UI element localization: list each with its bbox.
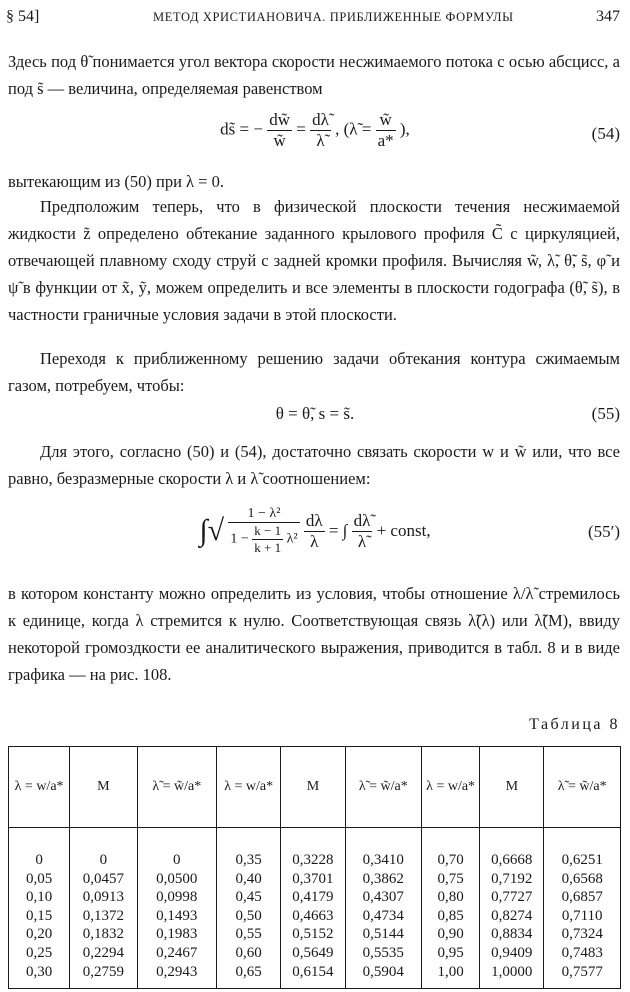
column-header: M bbox=[70, 747, 137, 828]
equation-number: (55) bbox=[591, 404, 620, 423]
equation-number: (54) bbox=[591, 124, 620, 143]
running-title: МЕТОД ХРИСТИАНОВИЧА. ПРИБЛИЖЕННЫЕ ФОРМУЛЫ bbox=[153, 10, 514, 24]
eq55p-frac-dl: $\frac{d\lambda}{\lambda}$ bbox=[305, 510, 323, 551]
eq55-body: θ = θ̃, s = s̃. bbox=[275, 404, 355, 423]
equation-number: (55′) bbox=[587, 522, 620, 541]
table-caption: Таблица 8 bbox=[529, 716, 620, 733]
equation-55 bbox=[0, 404, 630, 432]
table-8 bbox=[8, 746, 621, 989]
eq54-paren-open: , (λ̃ = bbox=[335, 119, 372, 139]
eq55p-radicand: 1 − λ² 1 − $\frac{k - 1}{k + 1}$ λ² bbox=[230, 506, 298, 555]
integral-sign: ∫√ bbox=[199, 514, 225, 547]
table-row: 0,10 0,0913 0,0998 0,45 0,4179 0,4307 0,80 0,7727 0,6857 bbox=[9, 887, 621, 906]
column-header: λ̃ = w̃/a* bbox=[137, 747, 217, 828]
section-number: § 54] bbox=[6, 8, 40, 25]
paragraph-1: Здесь под θ̃ понимается угол вектора скорости несжимаемого потока с осью абсцисс, а под s̃ — величина, определяемая равенством bbox=[8, 52, 620, 98]
page-number: 347 bbox=[596, 8, 620, 25]
equation-55-prime bbox=[0, 500, 630, 572]
column-header: M bbox=[281, 747, 345, 828]
equation-54 bbox=[0, 106, 630, 162]
column-header: λ = w/a* bbox=[9, 747, 70, 828]
paragraph-2: вытекающим из (50) при λ = 0. bbox=[8, 172, 224, 191]
column-header: λ̃ = w̃/a* bbox=[544, 747, 621, 828]
paragraph-3: Предположим теперь, что в физической плоскости течения несжимаемой жидкости z̃ определено обтекание заданного крылового профиля C̃ с циркуляцией, отвечающей плавному сходу струй с задней кромки профиля. Вычисляя w̃, λ̃, θ̃, s̃, φ̃ и ψ̃ в функции от x̃, ỹ, можем определить и все элементы в плоскости годографа (θ̃, s̃), в частности граничные условия задачи в этой плоскости. bbox=[8, 197, 620, 324]
column-header: λ̃ = w̃/a* bbox=[345, 747, 422, 828]
column-header: λ = w/a* bbox=[217, 747, 281, 828]
table-row: 0,20 0,1832 0,1983 0,55 0,5152 0,5144 0,90 0,8834 0,7324 bbox=[9, 924, 621, 943]
eq54-frac-w: $\frac{w̃}{a*}$ bbox=[377, 110, 394, 150]
eq54-left: ds̃ = − bbox=[220, 119, 263, 139]
eq54-paren-close: ), bbox=[399, 119, 410, 139]
eq55p-frac-dlt: $\frac{d\lambdã}{\lambdã}$ bbox=[353, 510, 371, 551]
table-row: 0,30 0,2759 0,2943 0,65 0,6154 0,5904 1,00 1,0000 0,7577 bbox=[9, 962, 621, 989]
paragraph-5: Для этого, согласно (50) и (54), достаточно связать скорости w и w̃ или, что все равно, безразмерные скорости λ и λ̃ соотношением: bbox=[8, 442, 620, 488]
table-row: 0,05 0,0457 0,0500 0,40 0,3701 0,3862 0,75 0,7192 0,6568 bbox=[9, 869, 621, 888]
paragraph-6: в котором константу можно определить из условия, чтобы отношение λ/λ̃ стремилось к единице, когда λ стремится к нулю. Соответствующая связь λ̃(λ) или λ̃(M), ввиду некоторой громоздкости ее аналитического выражения, приводится в табл. 8 и в виде графика — на рис. 108. bbox=[8, 584, 620, 684]
eq54-frac-dw: $\frac{dw̃}{w̃}$ bbox=[269, 110, 290, 150]
eq55p-const: + const, bbox=[376, 521, 431, 540]
eq55p-equals: = ∫ bbox=[328, 521, 348, 540]
eq54-equals: = bbox=[296, 119, 306, 139]
table-row: 0,15 0,1372 0,1493 0,50 0,4663 0,4734 0,85 0,8274 0,7110 bbox=[9, 906, 621, 925]
column-header: M bbox=[480, 747, 544, 828]
table-row: 0 0 0 0,35 0,3228 0,3410 0,70 0,6668 0,6251 bbox=[9, 850, 621, 869]
column-header: λ = w/a* bbox=[422, 747, 480, 828]
paragraph-4: Переходя к приближенному решению задачи обтекания контура сжимаемым газом, потребуем, чтобы: bbox=[8, 349, 620, 395]
table-row: 0,25 0,2294 0,2467 0,60 0,5649 0,5535 0,95 0,9409 0,7483 bbox=[9, 943, 621, 962]
running-header bbox=[6, 8, 620, 32]
eq54-frac-dl: $\frac{d\lambdã}{\lambdã}$ bbox=[312, 110, 329, 150]
